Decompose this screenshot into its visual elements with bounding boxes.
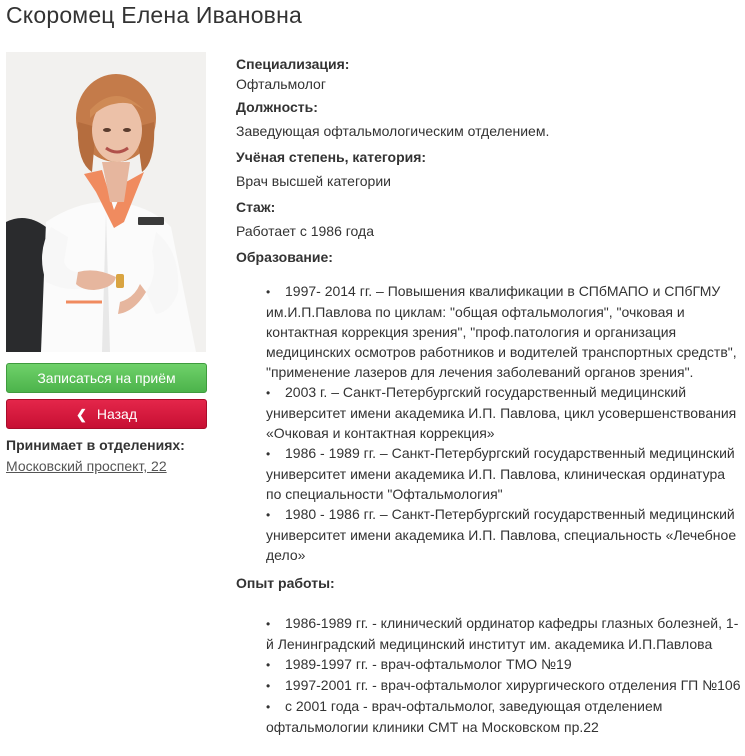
specialization-value: Офтальмолог (236, 76, 326, 92)
bullet-icon: • (266, 447, 271, 461)
list-item: • 1989-1997 гг. - врач-офтальмолог ТМО №19 (236, 654, 741, 675)
work-list (236, 613, 741, 737)
list-item: • 1986 - 1989 гг. – Санкт-Петербургский государственный медицинский университет имени академика И.П. Павлова, клиническая ординатура по специальности "Офтальмология" (266, 445, 735, 502)
bullet-icon: • (266, 617, 271, 631)
work-label: Опыт работы: (236, 575, 335, 591)
department-link[interactable]: Московский проспект, 22 (6, 458, 167, 474)
education-list (236, 281, 741, 565)
position-value: Заведующая офтальмологическим отделением. (236, 123, 550, 139)
page-title: Скоромец Елена Ивановна (6, 2, 302, 28)
book-appointment-button[interactable] (6, 363, 207, 393)
list-item: • 1997- 2014 гг. – Повышения квалификации в СПбМАПО и СПбГМУ им.И.П.Павлова по циклам: "общая офтальмология", "очковая и контактная коррекция зрения", "проф.патология и организация медицинских осмотров работников и водителей транспортных средств", "применение лазеров для лечения заболеваний органов зрения". (266, 283, 737, 380)
position-label: Должность: (236, 99, 318, 115)
degree-value: Врач высшей категории (236, 173, 391, 189)
list-item: • 1986-1989 гг. - клинический ординатор кафедры глазных болезней, 1-й Ленинградский медицинский институт им. академика И.П.Павлова (266, 615, 739, 652)
bullet-icon: • (266, 508, 271, 522)
back-label: Назад (96, 406, 138, 422)
list-item: • 1997-2001 гг. - врач-офтальмолог хирургического отделения ГП №106 (236, 675, 741, 696)
experience-value: Работает с 1986 года (236, 223, 374, 239)
doctor-info (236, 54, 741, 737)
back-button[interactable] (6, 399, 207, 429)
list-item: • 1980 - 1986 гг. – Санкт-Петербургский государственный медицинский университет имени академика И.П. Павлова, специальность «Лечебное дело» (266, 506, 737, 563)
bullet-icon: • (266, 285, 271, 299)
bullet-icon: • (266, 679, 271, 693)
departments-label: Принимает в отделениях: (6, 437, 185, 453)
book-appointment-label: Записаться на приём (37, 370, 176, 386)
list-item: • 2003 г. – Санкт-Петербургский государственный медицинский университет имени академика И.П. Павлова, цикл усовершенствования «Очковая и контактная коррекция» (266, 384, 737, 441)
list-item: • с 2001 года - врач-офтальмолог, заведующая отделением офтальмологии клиники СМТ на Московском пр.22 (266, 698, 663, 735)
doctor-photo (6, 52, 206, 352)
bullet-icon: • (266, 658, 271, 672)
experience-label: Стаж: (236, 199, 276, 215)
degree-label: Учёная степень, категория: (236, 149, 427, 165)
bullet-icon: • (266, 386, 271, 400)
education-label: Образование: (236, 249, 333, 265)
specialization-label: Специализация: (236, 56, 350, 72)
bullet-icon: • (266, 700, 271, 714)
chevron-left-icon: ❮ (75, 407, 87, 422)
